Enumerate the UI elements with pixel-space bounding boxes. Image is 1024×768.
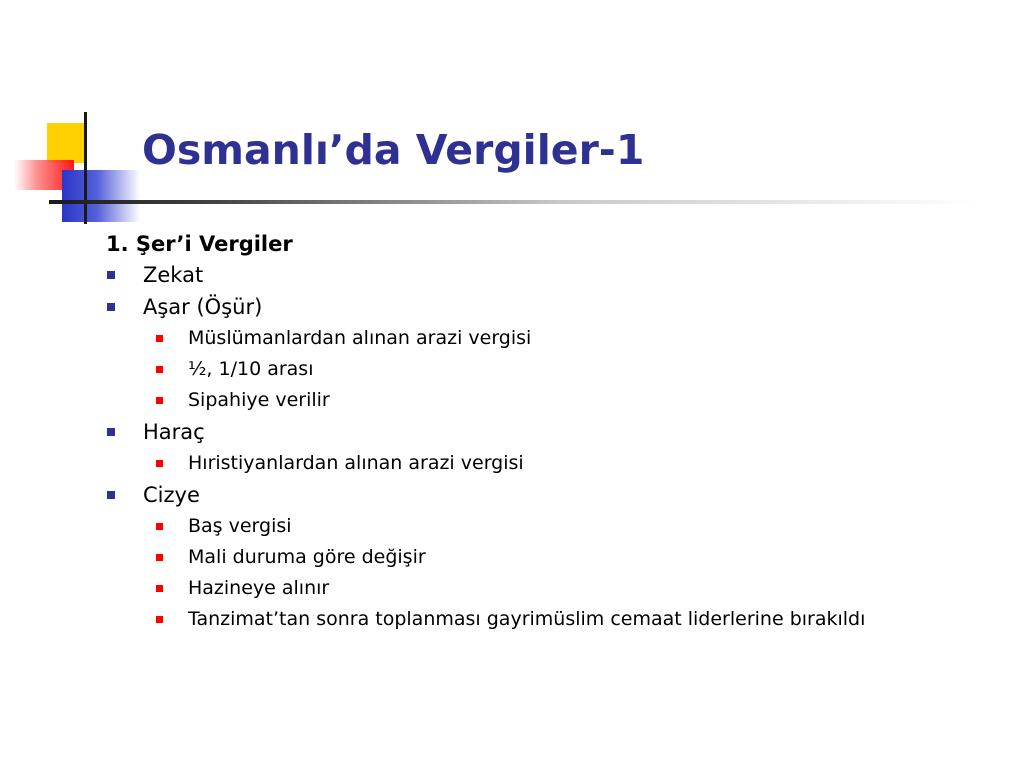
sub-list-item-label: Hıristiyanlardan alınan arazi vergisi <box>188 452 524 474</box>
list-item <box>106 259 1006 291</box>
bullet-icon <box>107 303 115 311</box>
sub-list-item <box>106 511 1006 542</box>
bullet-icon <box>107 491 115 499</box>
list-item <box>106 416 1006 448</box>
title-underline <box>49 200 979 204</box>
sub-bullet-icon <box>156 554 163 561</box>
section-heading: 1. Şer’i Vergiler <box>106 232 293 256</box>
sub-list-item-label: Baş vergisi <box>188 515 292 537</box>
sub-list-item <box>106 323 1006 354</box>
sub-list-item <box>106 385 1006 416</box>
list-item <box>106 479 1006 511</box>
slide-logo <box>0 0 140 240</box>
sub-list-item-label: Müslümanlardan alınan arazi vergisi <box>188 327 532 349</box>
list-item-label: Aşar (Öşür) <box>143 295 263 319</box>
sub-list-item-label: Sipahiye verilir <box>188 389 330 411</box>
sub-list-item <box>106 604 1006 635</box>
sub-bullet-icon <box>156 616 163 623</box>
logo-blue-square <box>62 170 140 222</box>
sub-bullet-icon <box>156 460 163 467</box>
bullet-icon <box>107 271 115 279</box>
sub-list-item-label: Mali duruma göre değişir <box>188 546 426 568</box>
list-item-label: Zekat <box>143 263 204 287</box>
sub-list-item-label: Tanzimat’tan sonra toplanması gayrimüslim cemaat liderlerine bırakıldı <box>188 608 866 630</box>
sub-list-item-label: ½, 1/10 arası <box>188 358 314 380</box>
logo-vertical-line <box>84 112 87 224</box>
logo-yellow-square <box>47 123 87 163</box>
sub-bullet-icon <box>156 585 163 592</box>
list-item-label: Cizye <box>143 483 200 507</box>
sub-list-item <box>106 354 1006 385</box>
sub-bullet-icon <box>156 366 163 373</box>
sub-list-item <box>106 542 1006 573</box>
sub-list-item <box>106 573 1006 604</box>
sub-bullet-icon <box>156 335 163 342</box>
sub-bullet-icon <box>156 397 163 404</box>
sub-bullet-icon <box>156 523 163 530</box>
sub-list-item-label: Hazineye alınır <box>188 577 330 599</box>
slide-title: Osmanlı’da Vergiler-1 <box>142 126 645 174</box>
bullet-icon <box>107 428 115 436</box>
sub-list-item <box>106 448 1006 479</box>
list-item-label: Haraç <box>143 420 205 444</box>
slide-content <box>106 229 1006 635</box>
list-item <box>106 291 1006 323</box>
